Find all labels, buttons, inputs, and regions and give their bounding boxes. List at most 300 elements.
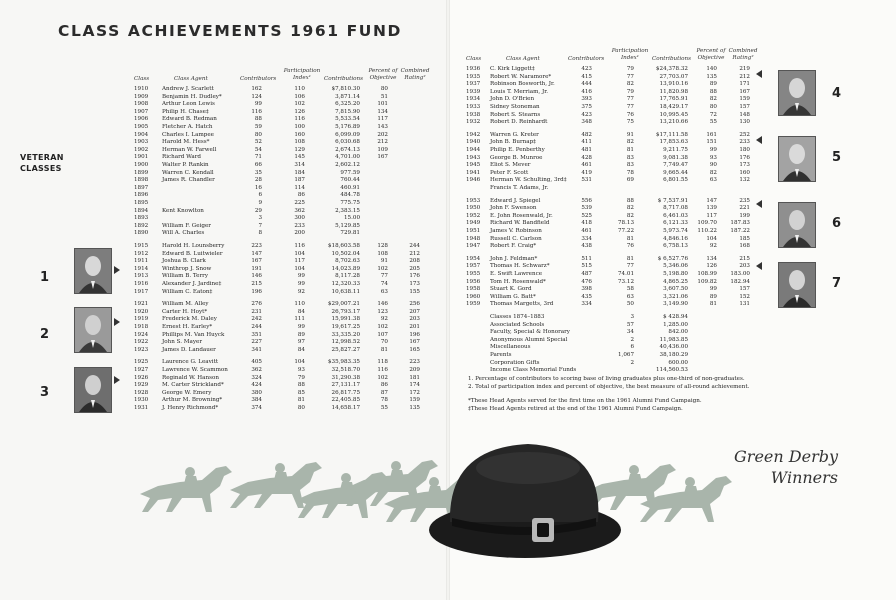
cell-participation: 92 (297, 288, 305, 295)
table-row (0, 112, 896, 120)
cell-rating: 208 (409, 258, 420, 265)
cell-class-year: 1932 (466, 119, 481, 126)
cell-objective: 134 (706, 255, 717, 262)
table-row (0, 405, 896, 413)
cell-contributions: 27,703.07 (659, 73, 688, 80)
table-row (0, 314, 896, 322)
cell-class-agent: Classes 1874–1883 (490, 314, 545, 320)
cell-class-agent: Philip H. Chase‡ (162, 108, 209, 115)
table-row (0, 382, 896, 390)
cell-class-agent: Stuart K. Gord (490, 286, 532, 293)
cell-class-year: 1951 (466, 228, 481, 234)
cell-contributors: 476 (581, 278, 592, 285)
table-row (0, 119, 896, 127)
cell-contributions: 3,607.50 (663, 286, 688, 293)
cell-contributors: 28 (254, 177, 262, 184)
cell-participation: 82 (626, 139, 634, 146)
cell-participation: 99 (297, 281, 305, 287)
cell-rating: 173 (409, 281, 420, 287)
cell-participation: 83 (626, 154, 634, 161)
cell-participation: 85 (297, 389, 305, 396)
cell-contributions: 17,765.91 (659, 96, 688, 103)
cell-class-year: 1929 (134, 382, 149, 389)
cell-class-year: 1898 (134, 177, 149, 184)
page-title: CLASS ACHIEVEMENTS 1961 FUND (58, 22, 403, 40)
cell-participation: 100 (294, 124, 305, 130)
cell-rating: 159 (409, 397, 420, 404)
cell-contributions: 6,099.09 (335, 131, 360, 138)
cell-objective: 93 (709, 154, 717, 161)
cell-contributions: 12,998.52 (331, 339, 360, 346)
cell-rating: 182.94 (730, 278, 750, 285)
cell-class-year: 1952 (466, 212, 481, 219)
cell-objective: 92 (709, 243, 717, 250)
cell-rating: 157 (739, 104, 750, 110)
table-row (0, 236, 896, 244)
table-row (0, 170, 896, 178)
cell-rating: 212 (739, 73, 750, 80)
table-row (0, 220, 896, 228)
cell-class-year: 1936 (466, 66, 481, 72)
header-rating: Combined Rating² (400, 68, 430, 81)
cell-contributions: 40,436.00 (659, 344, 688, 351)
cell-contributions: $ 7,537.91 (657, 197, 688, 204)
cell-objective: 128 (377, 243, 388, 249)
cell-objective: 139 (706, 205, 717, 212)
cell-class-year: 1911 (134, 258, 149, 265)
cell-class-year: 1900 (134, 162, 149, 168)
portrait-photo (74, 367, 112, 413)
cell-rating: 148 (739, 111, 750, 118)
cell-rating: 160 (739, 169, 750, 176)
cell-objective: 146 (377, 301, 388, 308)
cell-objective: 80 (380, 86, 388, 92)
table-row (0, 279, 896, 287)
cell-class-agent: James R. Chandler (162, 177, 215, 184)
cell-participation: 88 (626, 197, 634, 204)
cell-class-year: 1941 (466, 169, 481, 176)
cell-contributions: 7,815.90 (335, 108, 360, 115)
cell-class-year: 1938 (466, 111, 481, 118)
cell-participation: 6 (630, 344, 634, 351)
cell-contributors: 16 (254, 184, 262, 191)
cell-contributors: 418 (581, 220, 592, 227)
table-row (0, 243, 896, 251)
cell-contributions: 22,405.85 (331, 397, 360, 404)
cell-contributions: 7,749.47 (663, 162, 688, 169)
cell-rating: 174 (409, 382, 420, 389)
cell-contributors: 415 (581, 73, 592, 80)
cell-participation: 102 (294, 101, 305, 108)
cell-participation: 34 (626, 329, 634, 336)
cell-class-year: 1942 (466, 131, 481, 138)
cell-class-agent: John D. O'Brien (490, 96, 535, 103)
cell-objective: 72 (709, 111, 717, 118)
cell-participation: 314 (294, 162, 305, 168)
cell-class-year: 1934 (466, 96, 481, 103)
cell-participation: 104 (294, 359, 305, 366)
cell-contributions: 15,991.38 (331, 316, 360, 323)
cell-objective: 74 (380, 281, 388, 287)
cell-class-year: 1907 (134, 108, 149, 115)
cell-objective: 110.22 (697, 228, 717, 234)
cell-objective: 116 (377, 367, 388, 373)
cell-participation: 2 (630, 336, 634, 343)
cell-contributions: 6,758.13 (663, 243, 688, 250)
cell-rating: 176 (409, 273, 420, 280)
cell-participation: 86 (297, 192, 305, 199)
cell-contributors: 487 (581, 271, 592, 277)
cell-participation: 117 (294, 258, 305, 265)
cell-class-agent: George B. Munroe (490, 154, 543, 161)
cell-contributors: 35 (254, 169, 262, 176)
cell-participation: 50 (626, 301, 634, 308)
cell-contributors: 423 (581, 111, 592, 118)
cell-class-year: 1939 (466, 88, 481, 95)
header-objective: Percent of Objective (368, 68, 398, 81)
cell-participation: 104 (294, 265, 305, 272)
cell-class-year: 1901 (134, 154, 149, 161)
cell-class-year: 1935 (466, 73, 481, 80)
cell-contributions: 19,617.25 (331, 324, 360, 330)
cell-objective: 107 (377, 331, 388, 338)
cell-class-agent: Associated Schools (490, 321, 545, 328)
cell-class-year: 1958 (466, 286, 481, 293)
cell-contributors: 556 (581, 197, 592, 204)
cell-contributions: 8,702.63 (335, 258, 360, 265)
cell-contributions: 600.00 (668, 359, 688, 366)
table-row (0, 155, 896, 163)
cell-participation: 77 (626, 96, 634, 103)
cell-class-agent: Arthur M. Browning* (162, 397, 223, 404)
cell-objective: 63 (709, 177, 717, 184)
cell-objective: 86 (380, 382, 388, 389)
cell-contributions: $ 6,527.76 (657, 255, 688, 262)
cell-rating: 155 (409, 288, 420, 295)
veteran-classes-label: VETERAN CLASSES (20, 153, 64, 173)
cell-class-year: 1943 (466, 154, 481, 161)
cell-class-agent: William C. Eaton‡ (162, 288, 213, 295)
cell-class-agent: George W. Emery (162, 389, 212, 396)
table-row (0, 104, 896, 112)
cell-contributions: 5,198.80 (663, 271, 688, 277)
cell-contributors: 6 (258, 192, 262, 199)
cell-class-year: 1895 (134, 200, 149, 206)
cell-participation: 111 (294, 316, 305, 323)
table-row (0, 271, 896, 279)
cell-contributions: 114,560.53 (655, 367, 688, 374)
cell-contributions: 5,533.54 (335, 116, 360, 123)
cell-participation: 126 (294, 108, 305, 115)
cell-class-year: 1937 (466, 81, 481, 88)
cell-contributions: 2,674.13 (335, 146, 360, 153)
cell-contributions: 10,502.04 (331, 250, 360, 257)
cell-participation: 233 (294, 222, 305, 229)
cell-rating: 183.00 (730, 271, 750, 277)
cell-contributors: 525 (581, 212, 592, 219)
cell-class-year: 1957 (466, 263, 481, 270)
cell-contributors: 348 (581, 119, 592, 126)
cell-objective: 55 (709, 119, 717, 126)
cell-objective: 147 (706, 197, 717, 204)
cell-rating: 176 (739, 154, 750, 161)
table-row (0, 301, 896, 309)
cell-rating: 173 (739, 162, 750, 169)
cell-contributors: 374 (251, 405, 262, 411)
cell-class-agent: Edward B. Redman (162, 116, 217, 123)
cell-contributions: 13,210.66 (659, 119, 688, 126)
table-row (0, 344, 896, 352)
cell-contributors: 461 (581, 228, 592, 234)
cell-class-agent: Philip E. Penberthy (490, 147, 545, 153)
cell-class-agent: Reginald W. Hanson (162, 374, 219, 381)
cell-objective: 151 (706, 139, 717, 146)
cell-contributions: 27,131.17 (331, 382, 360, 389)
cell-contributors: 223 (251, 243, 262, 249)
cell-rating: 130 (739, 119, 750, 126)
footnote-1: 1. Percentage of contributors to scoring base of living graduates plus one-third of non-graduates. (468, 376, 745, 382)
cell-objective: 104 (706, 235, 717, 242)
cell-class-year: 1897 (134, 184, 149, 191)
header-rating-right: Combined Rating² (728, 48, 758, 61)
cell-contributions: 5,129.85 (335, 222, 360, 229)
cell-rating: 235 (739, 197, 750, 204)
cell-contributions: 6,461.03 (663, 212, 688, 219)
cell-contributors: 54 (254, 146, 262, 153)
cell-objective: 102 (377, 324, 388, 330)
cell-participation: 82 (626, 205, 634, 212)
table-row (0, 213, 896, 221)
cell-contributors: 424 (251, 382, 262, 389)
cell-contributions: 6,030.68 (335, 139, 360, 146)
table-row (0, 390, 896, 398)
cell-class-agent: Anonymous Alumni Special (490, 336, 568, 343)
cell-class-year: 1959 (466, 301, 481, 308)
cell-rating: 165 (409, 346, 420, 353)
cell-class-agent: Benjamin H. Dudley* (162, 93, 222, 100)
cell-participation: 77.22 (617, 228, 634, 234)
cell-class-agent: Charles I. Lampee (162, 131, 214, 138)
cell-class-agent: Laurence G. Leavitt (162, 359, 219, 366)
cell-participation: 300 (294, 215, 305, 222)
cell-participation: 76 (626, 243, 634, 250)
table-row (0, 352, 896, 360)
cell-contributions: $ 428.94 (663, 314, 688, 320)
cell-class-agent: Thomas H. Schwarz* (490, 263, 550, 270)
cell-contributors: 341 (251, 346, 262, 353)
cell-participation: 57 (626, 321, 634, 328)
cell-objective: 126 (706, 263, 717, 270)
cell-participation: 84 (297, 346, 305, 353)
table-row (0, 177, 896, 185)
portrait-photo (74, 307, 112, 353)
table-row (0, 228, 896, 236)
cell-class-year: 1949 (466, 220, 481, 227)
cell-class-year: 1925 (134, 359, 149, 366)
cell-class-agent: William G. Batt* (490, 293, 536, 300)
cell-class-year: 1890 (134, 230, 149, 237)
table-row (0, 322, 896, 330)
cell-participation: 114 (294, 184, 305, 191)
portrait-photo (74, 248, 112, 294)
cell-contributions: 33,335.20 (331, 331, 360, 338)
cell-participation: 110 (294, 301, 305, 308)
cell-class-year: 1953 (466, 197, 481, 204)
cell-objective: 82 (709, 96, 717, 103)
cell-class-agent: Kent Knowlton (162, 207, 204, 214)
cell-contributors: 244 (251, 324, 262, 330)
cell-participation: 129 (294, 146, 305, 153)
cell-class-year: 1905 (134, 124, 149, 130)
cell-objective: 82 (709, 169, 717, 176)
cell-class-agent: E. John Rosenwald, Jr. (490, 212, 553, 219)
cell-objective: 99 (709, 286, 717, 293)
cell-class-agent: Carter H. Hoyt* (162, 308, 208, 315)
header-contributors: Contributors (240, 76, 277, 82)
cell-contributions: 3,321.06 (663, 293, 688, 300)
cell-objective: 135 (706, 73, 717, 80)
cell-contributors: 116 (251, 108, 262, 115)
cell-participation: 187 (294, 177, 305, 184)
cell-contributors: 375 (581, 104, 592, 110)
cell-class-agent: Phillips M. Van Huyck (162, 331, 225, 338)
cell-objective: 117 (706, 212, 717, 219)
cell-participation: 80 (297, 405, 305, 411)
cell-contributors: 167 (251, 258, 262, 265)
cell-contributors: 411 (581, 139, 592, 146)
cell-participation: 81 (626, 235, 634, 242)
cell-class-agent: John J. Feldman* (490, 255, 538, 262)
cell-contributors: 334 (581, 301, 592, 308)
cell-rating: 180 (739, 147, 750, 153)
cell-class-agent: Herman W. Farwell (162, 146, 217, 153)
table-row (0, 93, 896, 104)
cell-participation: 106 (294, 93, 305, 100)
cell-contributors: 515 (581, 263, 592, 270)
cell-contributors: 435 (581, 293, 592, 300)
cell-objective: 55 (380, 405, 388, 411)
cell-class-year: 1924 (134, 331, 149, 338)
cell-class-agent: Arthur Leon Lewis (162, 101, 215, 108)
cell-contributions: 14,658.17 (331, 405, 360, 411)
cell-rating: 185 (739, 235, 750, 242)
cell-rating: 252 (739, 131, 750, 138)
cell-contributions: 18,429.17 (659, 104, 688, 110)
cell-contributions: $29,007.21 (327, 301, 360, 308)
header-participation-right: Participation Index¹ (611, 48, 649, 61)
cell-participation: 88 (297, 382, 305, 389)
cell-objective: 80 (709, 104, 717, 110)
cell-contributors: 227 (251, 339, 262, 346)
cell-rating: 159 (739, 96, 750, 103)
winner-number-1: 1 (40, 270, 50, 285)
cell-class-year: 1945 (466, 162, 481, 169)
cell-class-year: 1918 (134, 324, 149, 330)
cell-contributions: 5,176.89 (335, 124, 360, 130)
cell-participation: 78 (626, 169, 634, 176)
cell-class-year: 1956 (466, 278, 481, 285)
cell-objective: 51 (380, 93, 388, 100)
cell-class-agent: Robert D. Reinhardt (490, 119, 548, 126)
cell-participation: 116 (294, 116, 305, 123)
table-row (0, 162, 896, 170)
cell-contributions: 38,180.29 (659, 352, 688, 358)
table-row (0, 337, 896, 345)
cell-contributors: 196 (251, 288, 262, 295)
cell-rating: 167 (409, 339, 420, 346)
cell-rating: 256 (409, 301, 420, 308)
cell-rating: 207 (409, 308, 420, 315)
cell-class-year: 1931 (134, 405, 149, 411)
cell-contributions: 14,023.89 (331, 265, 360, 272)
cell-contributions: 460.91 (340, 184, 360, 191)
table-row (0, 147, 896, 155)
cell-objective: 118 (377, 359, 388, 366)
cell-class-agent: Lawrence W. Scammon (162, 367, 228, 373)
cell-objective: 63 (380, 288, 388, 295)
cell-class-agent: William B. Terry (162, 273, 209, 280)
cell-class-year: 1933 (466, 104, 481, 110)
header-contributors-right: Contributors (568, 56, 605, 62)
cell-contributors: 231 (251, 308, 262, 315)
cell-contributors: 124 (251, 93, 262, 100)
header-class-right: Class (466, 56, 482, 62)
cell-participation: 81 (297, 397, 305, 404)
header-agent-right: Class Agent (506, 56, 540, 62)
cell-contributions: $17,111.58 (655, 131, 688, 138)
cell-contributions: 9,081.38 (663, 154, 688, 161)
portrait-photo (778, 202, 816, 248)
derby-hat-illustration (428, 438, 622, 562)
cell-objective: 202 (377, 131, 388, 138)
cell-contributors: 482 (581, 131, 592, 138)
cell-contributors: 444 (581, 81, 592, 88)
cell-class-agent: Will A. Charles (162, 230, 205, 237)
cell-contributions: 12,320.33 (331, 281, 360, 287)
cell-contributions: 11,983.85 (659, 336, 688, 343)
cell-contributions: 15.00 (343, 215, 360, 222)
cell-class-agent: Eliot S. Mever (490, 162, 531, 169)
cell-participation: 89 (297, 331, 305, 338)
cell-rating: 215 (739, 255, 750, 262)
cell-class-year: 1902 (134, 146, 149, 153)
cell-objective: 90 (709, 162, 717, 169)
header-contributions: Contributions (324, 76, 364, 82)
cell-contributors: 88 (254, 116, 262, 123)
cell-contributors: 191 (251, 265, 262, 272)
cell-contributions: 6,801.55 (663, 177, 688, 184)
cell-class-year: 1926 (134, 374, 149, 381)
cell-objective: 134 (377, 108, 388, 115)
cell-contributions: 842.00 (668, 329, 688, 336)
cell-rating: 233 (739, 139, 750, 146)
cell-contributions: 4,865.25 (663, 278, 688, 285)
cell-objective: 99 (709, 147, 717, 153)
cell-class-agent: Alexander J. Jardine‡ (162, 281, 222, 287)
cell-contributions: 4,846.16 (663, 235, 688, 242)
cell-class-agent: Faculty, Special & Honorary (490, 329, 570, 336)
cell-contributions: 6,325.20 (335, 101, 360, 108)
cell-participation: 84 (297, 308, 305, 315)
cell-participation: 79 (626, 66, 634, 72)
cell-contributors: 147 (251, 250, 262, 257)
cell-class-agent: Walter P. Rankin (162, 162, 209, 168)
table-row (0, 360, 896, 368)
horse-icon (140, 466, 232, 512)
cell-class-agent: Warren C. Kendall (162, 169, 214, 176)
cell-rating: 199 (739, 212, 750, 219)
cell-rating: 219 (739, 66, 750, 72)
